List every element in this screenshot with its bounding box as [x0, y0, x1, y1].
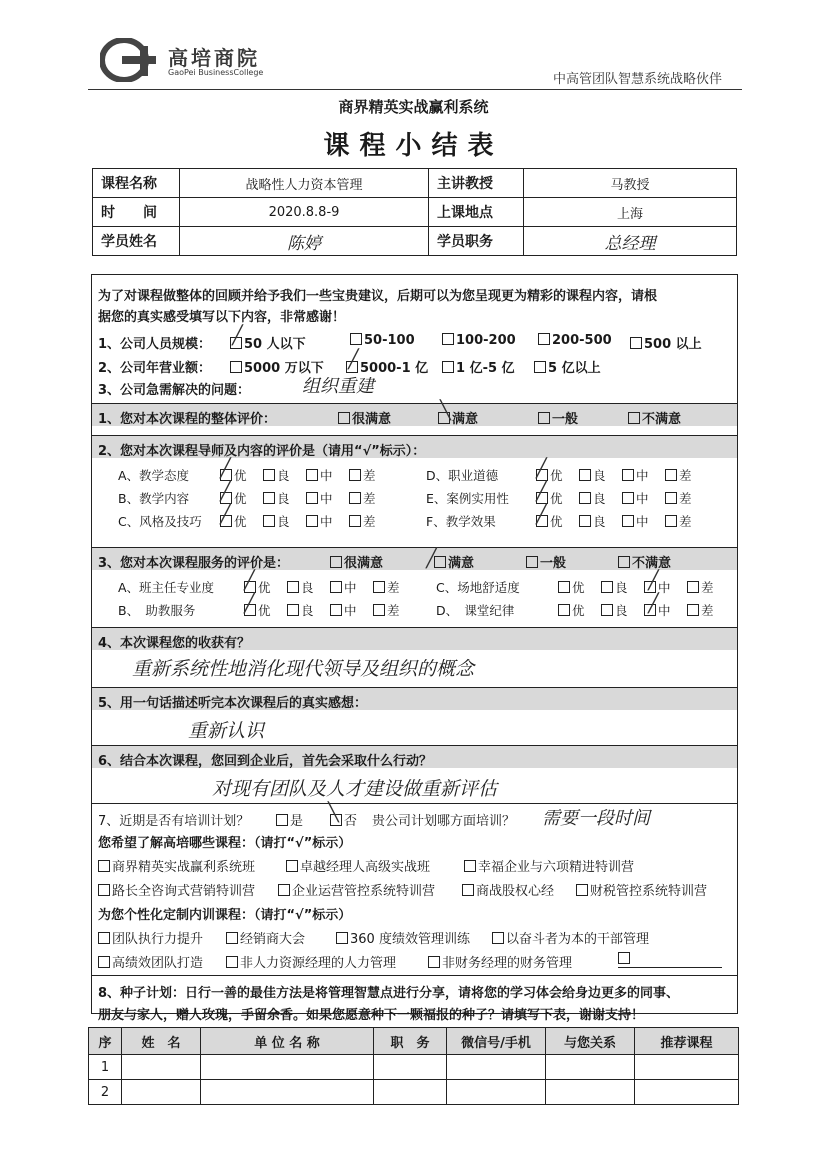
course-interest-question: 您希望了解高培哪些课程：（请打“√”标示）	[98, 836, 352, 851]
gaopei-logo-icon	[100, 38, 160, 82]
plan-question: 7、近期是否有培训计划？	[98, 814, 250, 829]
training-plan-section	[92, 803, 737, 974]
revenue-option-2[interactable]: 5000-1 亿	[346, 357, 428, 376]
checkmark-icon: ╲	[328, 802, 339, 823]
feeling-section	[92, 687, 737, 744]
urgent-issue-answer[interactable]: 组织重建	[302, 376, 374, 397]
header-slogan: 中高管团队智慧系统战略伙伴	[553, 72, 723, 87]
lecturer-value[interactable]: 马教授	[524, 169, 737, 198]
table-row	[89, 1080, 739, 1105]
place-value[interactable]: 上海	[524, 198, 737, 227]
content-label: B、教学内容	[118, 491, 190, 506]
checkmark-icon: ╱	[220, 504, 231, 525]
course-option[interactable]: 路长全咨询式营销特训营	[98, 880, 255, 899]
form-subtitle: 商界精英实战赢利系统	[338, 98, 489, 116]
overall-question: 1、您对本次课程的整体评价：	[98, 412, 277, 427]
teacher-section	[92, 435, 737, 536]
style-grades[interactable]: 优 良 中 差	[220, 512, 376, 530]
overall-option-3[interactable]: 一般	[538, 408, 578, 427]
service-option-1[interactable]: 很满意	[330, 552, 383, 571]
course-option[interactable]: 商界精英实战赢利系统班	[98, 856, 255, 875]
checkbox-icon	[628, 412, 640, 424]
custom-option[interactable]: 360 度绩效管理训练	[336, 928, 470, 947]
course-option[interactable]: 卓越经理人高级实战班	[286, 856, 430, 875]
size-option-2[interactable]: 50-100	[350, 333, 415, 348]
seed-plan-line-2: 朋友与家人，赠人玫瑰，手留余香。如果您愿意种下一颗福报的种子？请填写下表，谢谢支持！	[98, 1008, 645, 1023]
discipline-grades[interactable]: 优 良 中 差	[558, 601, 714, 619]
col-course: 推荐课程	[635, 1028, 739, 1055]
col-company: 单 位 名 称	[201, 1028, 374, 1055]
course-info-table	[92, 168, 737, 256]
style-label: C、风格及技巧	[118, 514, 202, 529]
custom-option[interactable]: 非财务经理的财务管理	[428, 952, 572, 971]
size-option-4[interactable]: 200-500	[538, 333, 612, 348]
revenue-option-1[interactable]: 5000 万以下	[230, 357, 324, 376]
checkmark-icon: ╱	[244, 593, 255, 614]
venue-label: C、场地舒适度	[436, 580, 520, 595]
intro-line-2: 据您的真实感受填写以下内容，非常感谢！	[98, 310, 346, 325]
case-label: E、案例实用性	[426, 491, 509, 506]
service-option-2[interactable]: 满意	[434, 552, 474, 571]
company-size-question: 1、公司人员规模：	[98, 337, 212, 352]
checkmark-icon: ╱	[536, 458, 547, 479]
attitude-label: A、教学态度	[118, 468, 190, 483]
action-question: 6、结合本次课程，您回到企业后，首先会采取什么行动？	[98, 754, 433, 769]
effect-label: F、教学效果	[426, 514, 496, 529]
plan-area-question: 贵公司计划哪方面培训？	[372, 814, 516, 829]
checkbox-icon	[230, 361, 242, 373]
action-answer[interactable]: 对现有团队及人才建设做重新评估	[212, 778, 498, 800]
checkbox-icon	[630, 337, 642, 349]
checkmark-icon: ╱	[244, 570, 255, 591]
action-section	[92, 745, 737, 802]
size-option-5[interactable]: 500 以上	[630, 333, 702, 352]
custom-option[interactable]: 团队执行力提升	[98, 928, 203, 947]
course-name-value[interactable]: 战略性人力资本管理	[180, 169, 429, 198]
table-row	[89, 1055, 739, 1080]
logo-chinese-name: 高培商院	[168, 46, 260, 70]
custom-option[interactable]: 非人力资源经理的人力管理	[226, 952, 396, 971]
headteacher-grades[interactable]: 优 良 中 差	[244, 578, 400, 596]
overall-option-2[interactable]: 满意	[438, 408, 478, 427]
seed-referral-table	[88, 1027, 739, 1105]
student-name-value[interactable]: 陈婷	[180, 227, 429, 256]
overall-option-1[interactable]: 很满意	[338, 408, 391, 427]
checkmark-icon: ╱	[232, 325, 243, 346]
discipline-label: D、 课堂纪律	[436, 603, 515, 618]
plan-yes-option[interactable]: 是	[276, 810, 303, 829]
row-index: 1	[89, 1055, 122, 1080]
student-position-value[interactable]: 总经理	[524, 227, 737, 256]
custom-other-field[interactable]	[618, 952, 722, 968]
checkbox-icon	[538, 333, 550, 345]
time-value[interactable]: 2020.8.8-9	[180, 198, 429, 227]
col-index: 序	[89, 1028, 122, 1055]
revenue-option-4[interactable]: 5 亿以上	[534, 357, 601, 376]
gain-answer[interactable]: 重新系统性地消化现代领导及组织的概念	[132, 658, 475, 680]
checkmark-icon: ╱	[426, 548, 437, 569]
header-divider	[88, 89, 742, 90]
service-question: 3、您对本次课程服务的评价是：	[98, 556, 290, 571]
gain-section	[92, 627, 737, 682]
student-position-label: 学员职务	[429, 227, 524, 256]
checkmark-icon: ╱	[348, 349, 359, 370]
custom-option[interactable]: 经销商大会	[226, 928, 305, 947]
checkbox-icon	[442, 333, 454, 345]
overall-option-4[interactable]: 不满意	[628, 408, 681, 427]
feeling-answer[interactable]: 重新认识	[188, 720, 265, 742]
service-option-3[interactable]: 一般	[526, 552, 566, 571]
logo-english-name: GaoPei BusinessCollege	[168, 68, 264, 77]
size-option-3[interactable]: 100-200	[442, 333, 516, 348]
overall-section	[92, 400, 737, 427]
lecturer-label: 主讲教授	[429, 169, 524, 198]
feedback-form-frame	[91, 274, 738, 1023]
col-relation: 与您关系	[546, 1028, 635, 1055]
custom-option[interactable]: 以奋斗者为本的干部管理	[492, 928, 649, 947]
urgent-issue-question: 3、公司急需解决的问题：	[98, 383, 251, 398]
checkmark-icon: ╱	[536, 504, 547, 525]
content-grades[interactable]: 优 良 中 差	[220, 489, 376, 507]
custom-training-question: 为您个性化定制内训课程：（请打“√”标示）	[98, 908, 352, 923]
effect-grades[interactable]: 优 良 中 差	[536, 512, 692, 530]
venue-grades[interactable]: 优 良 中 差	[558, 578, 714, 596]
seed-plan-line-1: 8、种子计划：日行一善的最佳方法是将管理智慧点进行分享，请将您的学习体会给身边更多的同事、	[98, 986, 680, 1001]
row-index: 2	[89, 1080, 122, 1105]
place-label: 上课地点	[429, 198, 524, 227]
checkbox-icon	[534, 361, 546, 373]
checkbox-icon	[338, 412, 350, 424]
size-option-1[interactable]: 50 人以下	[230, 333, 306, 352]
checkmark-icon: ╱	[536, 481, 547, 502]
intro-line-1: 为了对课程做整体的回顾并给予我们一些宝贵建议，后期可以为您呈现更为精彩的课程内容，请根	[98, 289, 658, 304]
assistant-label: B、 助教服务	[118, 603, 196, 618]
time-label: 时 间	[93, 198, 180, 227]
case-grades[interactable]: 优 良 中 差	[536, 489, 692, 507]
col-position: 职 务	[374, 1028, 447, 1055]
plan-no-option[interactable]: 否	[330, 810, 357, 829]
custom-option[interactable]: 高绩效团队打造	[98, 952, 203, 971]
feeling-question: 5、用一句话描述听完本次课程后的真实感想：	[98, 696, 368, 711]
col-wechat: 微信号/手机	[447, 1028, 546, 1055]
service-option-4[interactable]: 不满意	[618, 552, 671, 571]
course-name-label: 课程名称	[93, 169, 180, 198]
gain-question: 4、本次课程您的收获有？	[98, 636, 251, 651]
teacher-question: 2、您对本次课程导师及内容的评价是（请用“√”标示）：	[98, 444, 426, 459]
checkmark-icon: ╱	[648, 593, 659, 614]
course-option[interactable]: 幸福企业与六项精进特训营	[464, 856, 634, 875]
table-header-row	[89, 1028, 739, 1055]
plan-area-answer[interactable]: 需要一段时间	[542, 808, 650, 829]
ethics-label: D、职业道德	[426, 468, 499, 483]
checkbox-icon	[538, 412, 550, 424]
seed-plan-section	[92, 975, 737, 1023]
headteacher-label: A、班主任专业度	[118, 580, 215, 595]
course-option[interactable]: 商战股权心经	[462, 880, 554, 899]
company-revenue-question: 2、公司年营业额：	[98, 361, 212, 376]
checkbox-icon	[442, 361, 454, 373]
checkmark-icon: ╱	[220, 458, 231, 479]
course-option[interactable]: 企业运营管控系统特训营	[278, 880, 435, 899]
student-name-label: 学员姓名	[93, 227, 180, 256]
revenue-option-3[interactable]: 1 亿-5 亿	[442, 357, 515, 376]
col-name: 姓 名	[122, 1028, 201, 1055]
assistant-grades[interactable]: 优 良 中 差	[244, 601, 400, 619]
ethics-grades[interactable]: 优 良 中 差	[536, 466, 692, 484]
form-title: 课程小结表	[323, 131, 504, 161]
service-section	[92, 547, 737, 626]
checkmark-icon: ╲	[440, 400, 451, 421]
course-option[interactable]: 财税管控系统特训营	[576, 880, 707, 899]
checkbox-icon	[350, 333, 362, 345]
attitude-grades[interactable]: 优 良 中 差	[220, 466, 376, 484]
checkmark-icon: ╱	[648, 570, 659, 591]
checkmark-icon: ╱	[220, 481, 231, 502]
